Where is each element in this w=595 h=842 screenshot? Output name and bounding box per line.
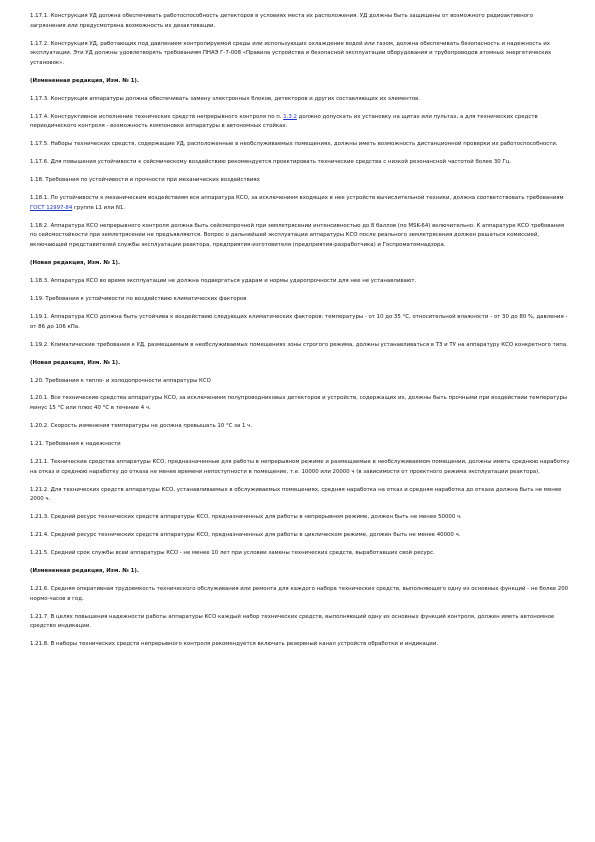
paragraph-1-18-1 — [30, 194, 570, 213]
paragraph-1-20-1: 1.20.1. Все технические средства аппаратуры КСО, за исключением полупроводниковых детекторов и устройств, содержащих их, должны быть прочными при воздействии температуры минус 15 °С или плюс 40 °С в течение 4 ч. — [30, 395, 568, 412]
paragraph-1-20-2: 1.20.2. Скорость изменения температуры не должна превышать 10 °С за 1 ч. — [30, 423, 253, 430]
paragraph-1-17-2: 1.17.2. Конструкция УД, работающих под давлением контролируемой среды или использующих охлаждение водой или газом, должна обеспечивать безопасность и надежность их эксплуатации. Эти УД должны удовлетворять требованиям ПНАЭ Г-7-008 «Правила устройства и безопасной эксплуатации оборудования и трубопроводов атомных энергетических установок». — [30, 40, 552, 66]
paragraph-1-18-2: 1.18.2. Аппаратура КСО непрерывного контроля должна быть сейсмопрочной при землетрясении интенсивностью до 8 баллов (по MSK-64) включительно. К аппаратуре КСО требования по сейсмостойкости при землетрясении не предъявляются. Вопрос о дальнейшей эксплуатации аппаратуры КСО после реального землетрясения должен решаться комиссией, включающей представителей службы эксплуатации реактора, предприятия-изготовителя (предприятия-разработчика) и Госпроматомнадзора. — [30, 222, 565, 249]
section-heading-1-18: 1.18. Требования по устойчивости и прочности при механических воздействиях — [30, 177, 260, 184]
paragraph-1-17-4-text-after: должно допускать их установку на щитах или пультах, а для технических средств периодического контроля - возможность компоновки аппаратуры в автономных стойках. — [30, 113, 538, 130]
amendment-note: (Измененная редакция, Изм. № 1). — [30, 568, 139, 575]
paragraph-1-18-1-text-after: группе L1 или N1. — [72, 204, 125, 211]
section-heading-1-19: 1.19. Требования к устойчивости по воздействию климатических факторов — [30, 295, 247, 302]
paragraph-1-17-5: 1.17.5. Наборы технических средств, содержащие УД, расположенные в необслуживаемых помещениях, должны иметь возможность дистанционной проверки их работоспособности. — [30, 141, 558, 148]
document-page — [30, 12, 570, 658]
paragraph-1-17-1: 1.17.1. Конструкция УД должна обеспечивать работоспособность детекторов в условиях места их расположения. УД должны быть защищены от возможного радиоактивного загрязнения или предусмотрена возможность их дезактивации. — [30, 13, 534, 29]
paragraph-1-21-8: 1.21.8. В наборы технических средств непрерывного контроля рекомендуется включать резервный канал устройств обработки и индикации. — [30, 641, 439, 648]
amendment-note: (Новая редакция, Изм. № 1). — [30, 359, 120, 366]
amendment-note: (Новая редакция, Изм. № 1). — [30, 260, 120, 266]
paragraph-1-21-2: 1.21.2. Для технических средств аппаратуры КСО, устанавливаемых в обслуживаемых помещениях, средняя наработка на отказ и средняя наработка до отказа должна быть не менее 2000 ч. — [30, 486, 562, 503]
paragraph-1-21-1: 1.21.1. Технические средства аппаратуры КСО, предназначенные для работы в непрерывном режиме и размещаемые в необслуживаемом помещении, должны иметь среднюю наработку на отказ и среднюю наработку до отказа не менее времени непоступности в помещение, т.е. 10000 или 20000 ч (в зависимости от проектного режима эксплуатации реактора). — [30, 459, 570, 475]
section-heading-1-21: 1.21. Требования к надежности — [30, 441, 121, 448]
paragraph-1-21-6: 1.21.6. Средняя оперативная трудоемкость технического обслуживания или ремонта для каждого набора технических средств, выполняющего одну из основных функций - не более 200 нормо-часов в год. — [30, 586, 569, 602]
paragraph-1-21-7: 1.21.7. В целях повышения надежности работы аппаратуры КСО каждый набор технических средств, выполняющий одну из основных функций контроля, должен иметь автономное средство индикации. — [30, 613, 555, 630]
paragraph-1-19-2: 1.19.2. Климатические требования к УД, размещаемым в необслуживаемых помещениях зоны строгого режима, должны устанавливаться в ТЗ и ТУ на аппаратуру КСО конкретного типа. — [30, 341, 568, 348]
paragraph-1-17-6: 1.17.6. Для повышения устойчивости к сейсмическому воздействию рекомендуется проектировать технические средства с низкой резонансной частотой более 30 Гц. — [30, 159, 512, 166]
amendment-note: (Измененная редакция, Изм. № 1). — [30, 77, 139, 84]
clause-reference-link[interactable]: 1.3.2 — [283, 113, 297, 120]
paragraph-1-21-5: 1.21.5. Средний срок службы всей аппаратуры КСО - не менее 10 лет при условии замены технических средств, выработавших свой ресурс. — [30, 550, 435, 557]
section-heading-1-20: 1.20. Требования к тепло- и холодопрочности аппаратуры КСО — [30, 377, 211, 384]
paragraph-1-17-4-text-before: 1.17.4. Конструктивное исполнение технических средств непрерывного контроля по п. — [30, 113, 284, 120]
paragraph-1-21-4: 1.21.4. Средний ресурс технических средств аппаратуры КСО, предназначенных для работы в циклическом режиме, должен быть не менее 40000 ч. — [30, 532, 461, 539]
paragraph-1-17-4 — [30, 113, 570, 132]
paragraph-1-21-3: 1.21.3. Средний ресурс технических средств аппаратуры КСО, предназначенных для работы в непрерывном режиме, должен быть не менее 50000 ч. — [30, 514, 462, 521]
gost-reference-link[interactable]: ГОСТ 12997-84 — [30, 204, 73, 211]
paragraph-1-18-1-text-before: 1.18.1. По устойчивости к механическим воздействиям вся аппаратура КСО, за исключением входящих в нее устройств вычислительной техники, должна соответствовать требованиям — [30, 195, 564, 202]
paragraph-1-19-1: 1.19.1. Аппаратура КСО должна быть устойчива к воздействию следующих климатических факторов: температуры - от 10 до 35 °С, относительной влажности - от 30 до 80 %, давления - от 86 до 106 кПа. — [30, 313, 568, 330]
paragraph-1-17-3: 1.17.3. Конструкция аппаратуры должна обеспечивать замену электронных блоков, детекторов и других составляющих их элементов. — [30, 95, 421, 102]
paragraph-1-18-3: 1.18.3. Аппаратура КСО во время эксплуатации не должна подвергаться ударам и нормы ударопрочности для нее не устанавливают. — [30, 277, 417, 284]
